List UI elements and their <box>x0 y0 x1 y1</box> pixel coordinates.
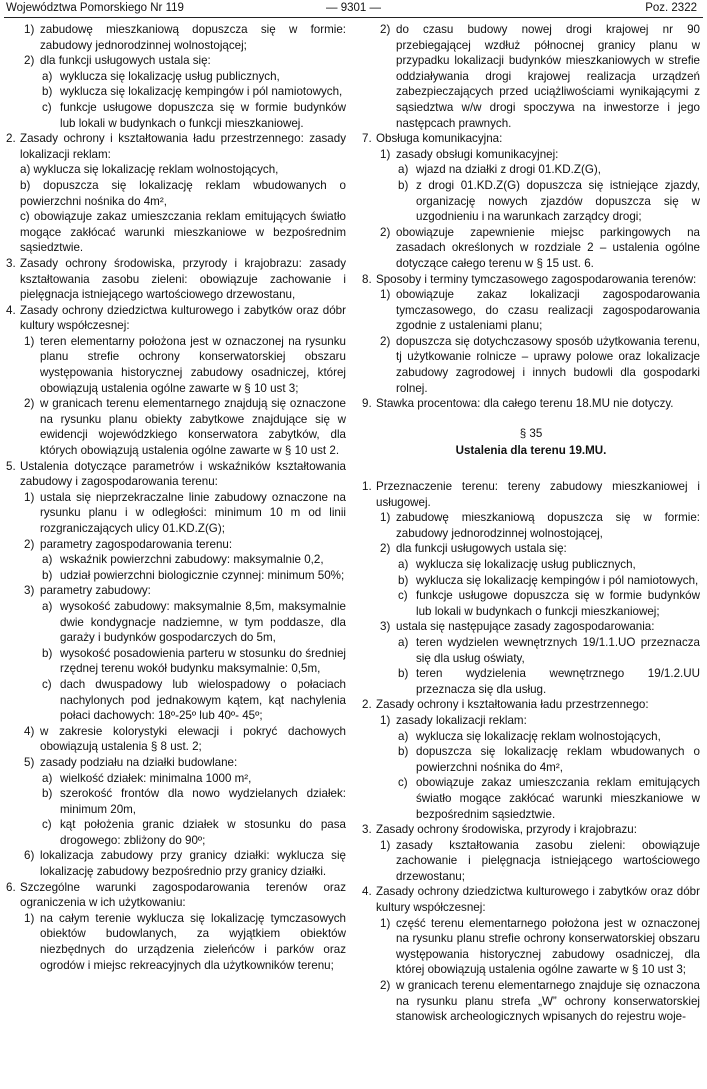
list-item-number: 4. <box>362 885 372 899</box>
list-item <box>6 209 346 256</box>
list-item-number: 2) <box>380 225 391 239</box>
list-item <box>6 911 346 973</box>
list-item <box>362 510 700 541</box>
list-item-number: a) <box>398 558 409 571</box>
list-item-text: szerokość frontów dla nowo wydzielanych działek: minimum 20m, <box>60 787 346 816</box>
list-item-number: b) <box>398 178 409 192</box>
list-item-text: wielkość działek: minimalna 1000 m², <box>60 771 252 785</box>
list-item <box>6 178 346 209</box>
list-item-text: dopuszcza się dotychczasowy sposób użytkowania terenu, tj użytkowanie rolnicze – uprawy polowe oraz lokalizacje zabudowy zagrodowej i innych budowli dla gospodarki rolnej. <box>396 334 700 395</box>
list-item <box>6 303 346 334</box>
list-item-number: 7. <box>362 132 372 146</box>
list-item-text: funkcje usługowe dopuszcza się w formie budynków lub lokali w budynkach o funkcji mieszkaniowej. <box>60 100 346 130</box>
list-item <box>6 69 346 85</box>
list-item <box>6 848 346 879</box>
list-item <box>6 53 346 69</box>
list-item-text: z drogi 01.KD.Z(G) dopuszcza się istniejące zjazdy, organizację nowych zjazdów dopuszcza się w uzgodnieniu i na warunkach zarządcy drogi; <box>416 178 700 224</box>
list-item-text: wyklucza się lokalizację usług publicznych, <box>60 69 280 83</box>
list-item-text: zabudowę mieszkaniową dopuszcza się w formie: zabudowy jednorodzinnej wolnostojącej; <box>40 23 346 52</box>
list-item-number: 6. <box>6 880 16 894</box>
list-item <box>6 256 346 303</box>
list-item-text: udział powierzchni biologicznie czynnej: minimum 50%; <box>60 568 345 582</box>
list-item <box>6 334 346 396</box>
list-item-number: 2) <box>380 979 391 993</box>
page-header <box>0 0 707 16</box>
list-item-text: wyklucza się lokalizację kempingów i pól namiotowych, <box>60 85 343 99</box>
list-item-number: 2) <box>24 397 35 411</box>
list-item-text: Stawka procentowa: dla całego terenu 18.MU nie dotyczy. <box>376 397 674 411</box>
list-item <box>362 744 700 775</box>
list-item-number: b) <box>42 787 53 801</box>
list-item-text: do czasu budowy nowej drogi krajowej nr 90 przebiegającej wzdłuż północnej granicy planu w przypadku lokalizacji budynków mieszkaniowych w strefie oddziaływania drogi krajowej realizacja urządzeń zabezpieczających przed uciążliwościami wynikającymi z sąsiedztwa w/w drogi spoczywa na inwestorze i jego następcach prawnych. <box>396 23 700 130</box>
list-item-number: 5. <box>6 459 16 473</box>
list-item-text: Sposoby i terminy tymczasowego zagospodarowania terenów: <box>376 272 697 286</box>
list-item <box>362 147 700 163</box>
list-item-text: wysokość zabudowy: maksymalnie 8,5m, maksymalnie dwie kondygnacje nadziemne, w tym poddasze, dla garaży i budynków gospodarczych do 5m, <box>60 599 346 645</box>
list-item-text: dla funkcji usługowych ustala się: <box>396 542 567 556</box>
list-item-number: 3. <box>6 256 16 270</box>
list-item-text: Przeznaczenie terenu: tereny zabudowy mieszkaniowej i usługowej. <box>376 480 700 509</box>
list-item <box>362 666 700 697</box>
list-item <box>362 713 700 729</box>
left-column <box>6 22 346 973</box>
list-item-number: c) <box>398 776 408 790</box>
list-item <box>6 162 346 178</box>
list-item <box>362 978 700 1025</box>
list-item <box>6 22 346 53</box>
list-item <box>362 822 700 838</box>
list-item-number: c) <box>398 589 408 603</box>
list-item <box>362 557 700 573</box>
list-item <box>6 459 346 490</box>
list-item-number: b) <box>42 568 53 582</box>
list-item <box>362 838 700 885</box>
list-item-text: zabudowę mieszkaniową dopuszcza się w formie: zabudowy jednorodzinnej wolnostojącej, <box>396 511 700 540</box>
list-item-number: b) <box>398 745 409 759</box>
list-item-text: wyklucza się lokalizację reklam wolnostojących, <box>416 729 661 743</box>
list-item <box>6 490 346 537</box>
list-item-number: 1) <box>380 838 391 852</box>
list-item-text: Zasady ochrony dziedzictwa kulturowego i zabytków oraz dóbr kultury współczesnej: <box>376 885 700 915</box>
list-item-number: 2) <box>380 542 391 556</box>
list-item-number: c) <box>42 677 52 691</box>
journal-title: Województwa Pomorskiego Nr 119 <box>6 2 184 14</box>
list-item-number: 4) <box>24 724 35 738</box>
list-item-number: 2. <box>362 698 372 712</box>
list-item-text: wskaźnik powierzchni zabudowy: maksymalnie 0,2, <box>60 553 324 567</box>
list-item-text: ustala się nieprzekraczalne linie zabudowy oznaczone na rysunku planu i w odległości: minimum 10 m od linii rozgraniczających ulicy 01.KD.Z(G); <box>40 490 346 535</box>
list-item-text: teren wydzielen wewnętrznych 19/1.1.UO przeznacza się dla usług oświaty, <box>416 635 700 665</box>
list-item <box>6 677 346 724</box>
list-item <box>6 786 346 817</box>
list-item-text: Zasady ochrony i kształtowania ładu przestrzennego: <box>376 698 649 712</box>
list-item-text: Zasady ochrony środowiska, przyrody i krajobrazu: <box>376 823 637 837</box>
list-item-text: Szczególne warunki zagospodarowania terenów oraz ograniczenia w ich użytkowaniu: <box>20 880 346 910</box>
list-item-text: wjazd na działki z drogi 01.KD.Z(G), <box>416 163 601 177</box>
list-item-number: 1) <box>380 713 391 727</box>
list-item-number: c) <box>42 818 52 832</box>
list-item-text: parametry zagospodarowania terenu: <box>40 537 233 551</box>
list-item-number: 5) <box>24 755 35 769</box>
list-item-text: część terenu elementarnego położona jest w oznaczonej na rysunku planu strefie ochrony konserwatorskiej obszaru występowania historycznej zabudowy osadniczej, dla której obowiązują ustalenia ogólne zawarte w § 10 ust 3; <box>396 916 700 977</box>
list-item-number: c) <box>42 100 52 114</box>
list-item <box>6 84 346 100</box>
list-item-text: kąt położenia granic działek w stosunku do pasa drogowego: zbliżony do 90º; <box>60 818 346 847</box>
list-item-text: dach dwuspadowy lub wielospadowy o połaciach nachylonych pod jednakowym kątem, kąt nachylenia połaci dachowych: 18º-25º lub 40º- 45º; <box>60 677 346 723</box>
list-item <box>362 178 700 225</box>
list-item-text: na całym terenie wyklucza się lokalizację tymczasowych obiektów budowlanych, za wyjątkiem obiektów niezbędnych do urządzenia zieleńców i parków oraz ogrodów i miejsc rekreacyjnych dla użytkowników terenu; <box>40 911 346 972</box>
list-item <box>362 619 700 635</box>
list-item-number: 2) <box>380 23 391 36</box>
list-item-text: wyklucza się lokalizację kempingów i pól namiotowych, <box>416 573 699 587</box>
list-item-text: ustala się następujące zasady zagospodarowania: <box>396 620 655 634</box>
list-item-text: c) obowiązuje zakaz umieszczania reklam emitujących światło mogące zakłócać warunki mieszkaniowe w bezpośrednim sąsiedztwie. <box>20 210 346 255</box>
list-item-text: b) dopuszcza się lokalizację reklam wbudowanych o powierzchni nośnika do 4m², <box>20 178 346 208</box>
list-item-number: 3. <box>362 823 372 837</box>
list-item-number: 2) <box>24 54 35 68</box>
list-item <box>6 817 346 848</box>
list-item-text: Zasady ochrony środowiska, przyrody i krajobrazu: zasady kształtowania zasobu zieleni: obowiązuje zachowanie i pielęgnacja istniejącego wartościowego drzewostanu, <box>20 256 346 302</box>
list-item <box>6 771 346 787</box>
list-item-text: dla funkcji usługowych ustala się: <box>40 54 211 68</box>
list-item-number: b) <box>398 573 409 587</box>
list-item-text: parametry zabudowy: <box>40 584 151 598</box>
list-item-text: Obsługa komunikacyjna: <box>376 132 503 146</box>
list-item-number: 1) <box>380 916 391 930</box>
list-item-number: a) <box>42 69 53 83</box>
list-item-number: 2) <box>380 334 391 348</box>
list-item <box>362 541 700 557</box>
right-column-top <box>362 22 700 412</box>
list-item-number: a) <box>42 599 53 613</box>
list-item <box>362 334 700 396</box>
list-item-text: teren elementarny położona jest w oznaczonej na rysunku planu strefie ochrony konserwatorskiej obszaru występowania historycznej zabudowy osadniczej, której obowiązują ustalenia ogólne zawarte w § 10 ust 3; <box>40 334 346 395</box>
list-item <box>6 100 346 131</box>
list-item <box>6 583 346 599</box>
list-item-number: 2) <box>24 537 35 551</box>
list-item-number: 1) <box>24 490 35 504</box>
list-item-text: Zasady ochrony dziedzictwa kulturowego i zabytków oraz dóbr kultury współczesnej: <box>20 303 346 333</box>
list-item-number: b) <box>398 667 409 681</box>
list-item-text: w granicach terenu elementarnego znajduje się oznaczona na rysunku planu strefa „W” ochrony konserwatorskiej stanowisk archeologicznych wpisanych do rejestru woje- <box>396 979 700 1024</box>
list-item <box>6 537 346 553</box>
list-item-number: 3) <box>380 620 391 634</box>
list-item-text: obowiązuje zakaz umieszczania reklam emitujących światło mogące zakłócać warunki mieszkaniowe w bezpośrednim sąsiedztwie. <box>416 776 700 821</box>
section-number: § 35 <box>519 426 543 440</box>
list-item <box>6 568 346 584</box>
list-item-number: 1) <box>380 288 391 302</box>
list-item-number: b) <box>42 85 53 99</box>
list-item-number: 9. <box>362 397 372 411</box>
list-item <box>362 573 700 589</box>
list-item-number: a) <box>398 729 409 743</box>
list-item-text: zasady obsługi komunikacyjnej: <box>396 147 559 161</box>
list-item <box>6 396 346 458</box>
list-item-number: 1) <box>380 147 391 161</box>
list-item <box>362 287 700 334</box>
list-item <box>6 552 346 568</box>
list-item-text: obowiązuje zapewnienie miejsc parkingowych na zasadach określonych w rozdziale 2 – ustalenia ogólne dotyczące całego terenu w § 15 ust. 6. <box>396 225 700 270</box>
list-item <box>362 588 700 619</box>
list-item <box>362 272 700 288</box>
list-item-number: 6) <box>24 849 35 863</box>
list-item-text: Zasady ochrony i kształtowania ładu przestrzennego: zasady lokalizacji reklam: <box>20 132 346 161</box>
list-item-number: 8. <box>362 272 372 286</box>
list-item <box>362 884 700 915</box>
list-item-number: a) <box>398 163 409 177</box>
list-item-text: dopuszcza się lokalizację reklam wbudowanych o powierzchni nośnika do 4m², <box>416 745 700 774</box>
list-item <box>362 131 700 147</box>
list-item-text: wysokość posadowienia parteru w stosunku do średniej rzędnej terenu wokół budynku maksymalnie: 0,5m, <box>60 646 346 676</box>
list-item <box>6 131 346 162</box>
list-item <box>362 635 700 666</box>
list-item <box>362 225 700 272</box>
right-column-bottom <box>362 479 700 1025</box>
list-item-text: zasady lokalizacji reklam: <box>396 713 527 727</box>
list-item <box>362 396 700 412</box>
list-item-number: 1) <box>24 911 35 925</box>
list-item-number: a) <box>42 553 53 567</box>
list-item-text: w granicach terenu elementarnego znajdują się oznaczone na rysunku planu obiekty zabytkowe znajdujące się w ewidencji wojewódzkiego konserwatora zabytków, dla których obowiązują ustalenia ogólne zawarte w § 10 ust 2. <box>40 397 346 458</box>
list-item-text: funkcje usługowe dopuszcza się w formie budynków lub lokali w budynkach o funkcji mieszkaniowej; <box>416 589 700 618</box>
list-item-number: 2. <box>6 132 16 146</box>
list-item-text: a) wyklucza się lokalizację reklam wolnostojących, <box>20 163 279 177</box>
list-item <box>6 724 346 755</box>
list-item-number: a) <box>42 771 53 785</box>
list-item <box>6 599 346 646</box>
list-item-number: 3) <box>24 584 35 598</box>
list-item <box>362 479 700 510</box>
list-item <box>362 162 700 178</box>
list-item-number: 1) <box>24 23 35 36</box>
list-item-text: zasady kształtowania zasobu zieleni: obowiązuje zachowanie i pielęgnacja istniejącego wartościowego drzewostanu; <box>396 838 700 883</box>
list-item-text: w zakresie kolorystyki elewacji i pokryć dachowych obowiązują ustalenia § 8 ust. 2; <box>40 724 346 754</box>
list-item-text: Ustalenia dotyczące parametrów i wskaźników kształtowania zabudowy i zagospodarowania terenu: <box>20 459 346 489</box>
header-rule <box>4 17 703 18</box>
list-item-number: 1) <box>24 334 35 348</box>
list-item-number: a) <box>398 635 409 649</box>
list-item <box>362 775 700 822</box>
list-item-text: teren wydzielenia wewnętrznego 19/1.2.UU przeznacza się dla usług. <box>416 667 700 696</box>
list-item-number: 4. <box>6 303 16 317</box>
list-item-text: wyklucza się lokalizację usług publicznych, <box>416 558 636 571</box>
list-item-text: zasady podziału na działki budowlane: <box>40 755 238 769</box>
list-item <box>6 646 346 677</box>
list-item-text: lokalizacja zabudowy przy granicy działki: wyklucza się lokalizację zabudowy bezpośrednio przy granicy działki. <box>40 849 346 879</box>
list-item <box>362 916 700 978</box>
section-title: Ustalenia dla terenu 19.MU. <box>455 444 607 458</box>
list-item <box>362 729 700 745</box>
list-item-number: b) <box>42 646 53 660</box>
list-item <box>362 22 700 131</box>
list-item <box>6 755 346 771</box>
list-item-text: obowiązuje zakaz lokalizacji zagospodarowania tymczasowego, do czasu realizacji zagospodarowania zgodnie z ustaleniami planu; <box>396 288 700 333</box>
list-item-number: 1. <box>362 480 372 494</box>
list-item <box>362 697 700 713</box>
page-number: — 9301 — <box>326 2 381 14</box>
position-number: Poz. 2322 <box>645 2 697 14</box>
list-item <box>6 880 346 911</box>
list-item-number: 1) <box>380 511 391 525</box>
right-column <box>362 22 700 1025</box>
